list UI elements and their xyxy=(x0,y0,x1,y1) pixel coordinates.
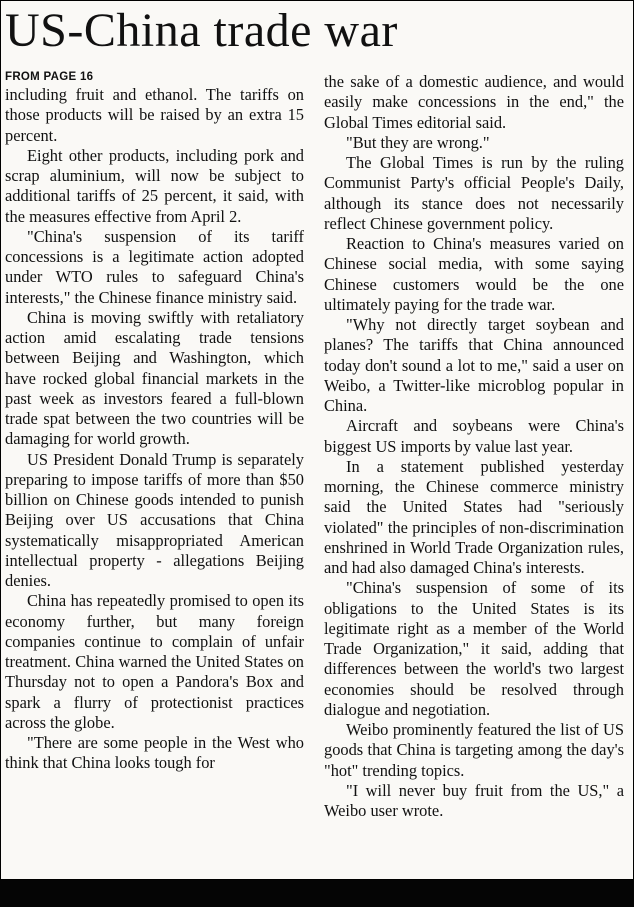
paragraph: "Why not directly target soybean and planes? The tariffs that China announced today don't sound a lot to me," said a user on Weibo, a Twitter-like microblog popular in China. xyxy=(324,315,624,415)
paragraph: "China's suspension of its tariff concessions is a legitimate action adopted under WTO rules to safeguard China's interests," the Chinese finance ministry said. xyxy=(5,226,304,307)
paragraph: Aircraft and soybeans were China's biggest US imports by value last year. xyxy=(324,416,624,456)
paragraph: China is moving swiftly with retaliatory action amid escalating trade tensions between Beijing and Washington, which have rocked global financial markets in the past week as investors feared a full-blown trade spat between the two countries will be damaging for world growth. xyxy=(5,307,304,449)
paragraph: "But they are wrong." xyxy=(346,132,490,152)
paragraph: "I will never buy fruit from the US," a Weibo user wrote. xyxy=(324,780,624,820)
paragraph: Reaction to China's measures varied on Chinese social media, with some saying Chinese customers would be the one ultimately paying for the trade war. xyxy=(324,234,624,314)
paragraph: "China's suspension of some of its obligations to the United States is its legitimate right as a member of the World Trade Organization," it said, adding that differences between the world's two largest economies should be resolved through dialogue and negotiation. xyxy=(324,578,624,719)
paragraph: including fruit and ethanol. The tariffs on those products will be raised by an extra 15 percent. xyxy=(5,85,304,145)
headline: US-China trade war xyxy=(5,4,398,57)
paragraph: China has repeatedly promised to open its economy further, but many foreign companies continue to complain of unfair treatment. China warned the United States on Thursday not to open a Pandora's Box and spark a flurry of protectionist practices across the globe. xyxy=(5,591,304,732)
paragraph: "There are some people in the West who think that China looks tough for xyxy=(5,733,304,773)
continuation-kicker: FROM PAGE 16 xyxy=(5,71,94,83)
bottom-black-bar xyxy=(0,880,634,907)
paragraph: the sake of a domestic audience, and would easily make concessions in the end," the Global Times editorial said. xyxy=(324,72,624,132)
paragraph: Eight other products, including pork and scrap aluminium, will now be subject to additional tariffs of 25 percent, it said, with the measures effective from April 2. xyxy=(5,145,304,226)
paragraph: US President Donald Trump is separately preparing to impose tariffs of more than $50 billion on Chinese goods intended to punish Beijing over US accusations that China systematically misappropriated American intellectual property - allegations Beijing denies. xyxy=(5,449,304,590)
paragraph: In a statement published yesterday morning, the Chinese commerce ministry said the United States had "seriously violated" the principles of non-discrimination enshrined in World Trade Organization rules, and had also damaged China's interests. xyxy=(324,456,624,577)
paragraph: Weibo prominently featured the list of US goods that China is targeting among the day's "hot" trending topics. xyxy=(324,720,624,780)
right-column xyxy=(324,72,624,821)
left-column xyxy=(5,69,304,774)
paragraph: The Global Times is run by the ruling Communist Party's official People's Daily, although its stance does not necessarily reflect Chinese government policy. xyxy=(324,153,624,233)
